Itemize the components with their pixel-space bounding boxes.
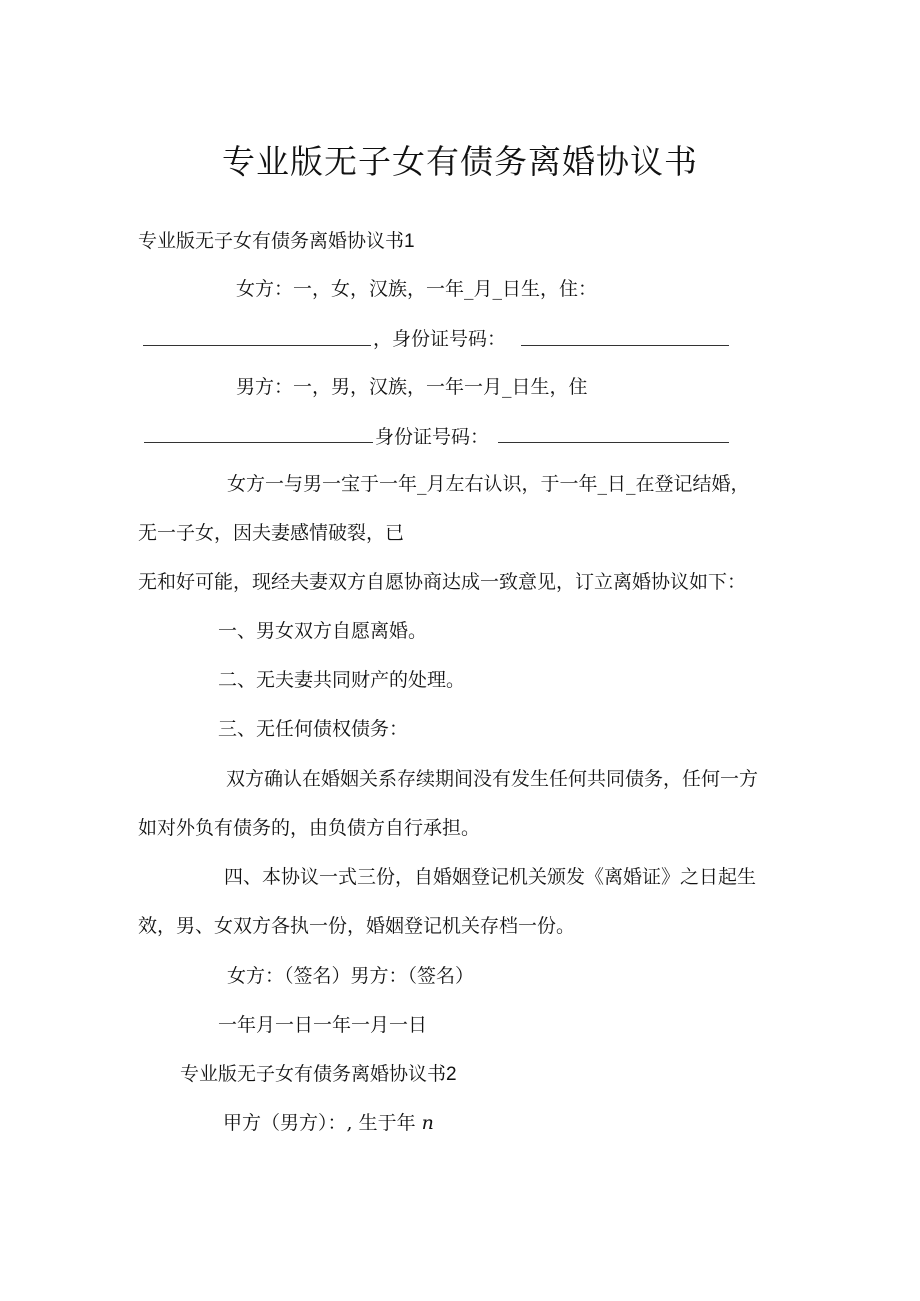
female-party-line: 女方：一，女，汉族，一年_月_日生，住：: [236, 278, 598, 300]
document-title: 专业版无子女有债务离婚协议书: [222, 142, 698, 181]
clause-4-line-1: 四、本协议一式三份，自婚姻登记机关颁发《离婚证》之日起生: [224, 866, 757, 888]
male-id-label: 身份证号码：: [375, 426, 490, 448]
signature-line: 女方：（签名）男方：（签名）: [227, 965, 475, 987]
intro-line-2: 无一子女，因夫妻感情破裂，已: [138, 522, 405, 544]
date-line: 一年月一日一年一月一日: [218, 1014, 428, 1036]
female-id-label: ，身份证号码：: [373, 328, 507, 350]
section-1-heading: [138, 228, 415, 255]
female-id-blank: [521, 345, 729, 346]
male-party-line: 男方：一，男，汉族，一年一月_日生，住: [236, 376, 588, 398]
section-2-heading: [180, 1061, 457, 1088]
clause-4-line-2: 效，男、女双方各执一份，婚姻登记机关存档一份。: [138, 915, 576, 937]
intro-line-1: 女方一与男一宝于一年_月左右认识，于一年_日_在登记结婚，: [227, 473, 750, 495]
section-1-number: 1: [404, 231, 415, 252]
party-a-line: [223, 1110, 434, 1136]
section-2-heading-text: 专业版无子女有债务离婚协议书: [180, 1063, 447, 1085]
party-a-tail: n: [421, 1112, 434, 1134]
clause-2: 二、无夫妻共同财产的处理。: [218, 669, 466, 691]
section-1-heading-text: 专业版无子女有债务离婚协议书: [138, 230, 405, 252]
intro-line-3: 无和好可能，现经夫妻双方自愿协商达成一致意见，订立离婚协议如下：: [138, 571, 747, 593]
clause-3-detail-line-1: 双方确认在婚姻关系存续期间没有发生任何共同债务，任何一方: [226, 768, 759, 790]
clause-1: 一、男女双方自愿离婚。: [218, 620, 428, 642]
section-2-number: 2: [446, 1064, 457, 1085]
male-id-blank: [498, 442, 729, 443]
male-address-blank: [144, 442, 373, 443]
party-a-text: 甲方（男方）：, 生于年: [223, 1112, 416, 1134]
clause-3-detail-line-2: 如对外负有债务的，由负债方自行承担。: [138, 817, 481, 839]
clause-3: 三、无任何债权债务：: [218, 718, 409, 740]
female-address-blank: [143, 345, 371, 346]
